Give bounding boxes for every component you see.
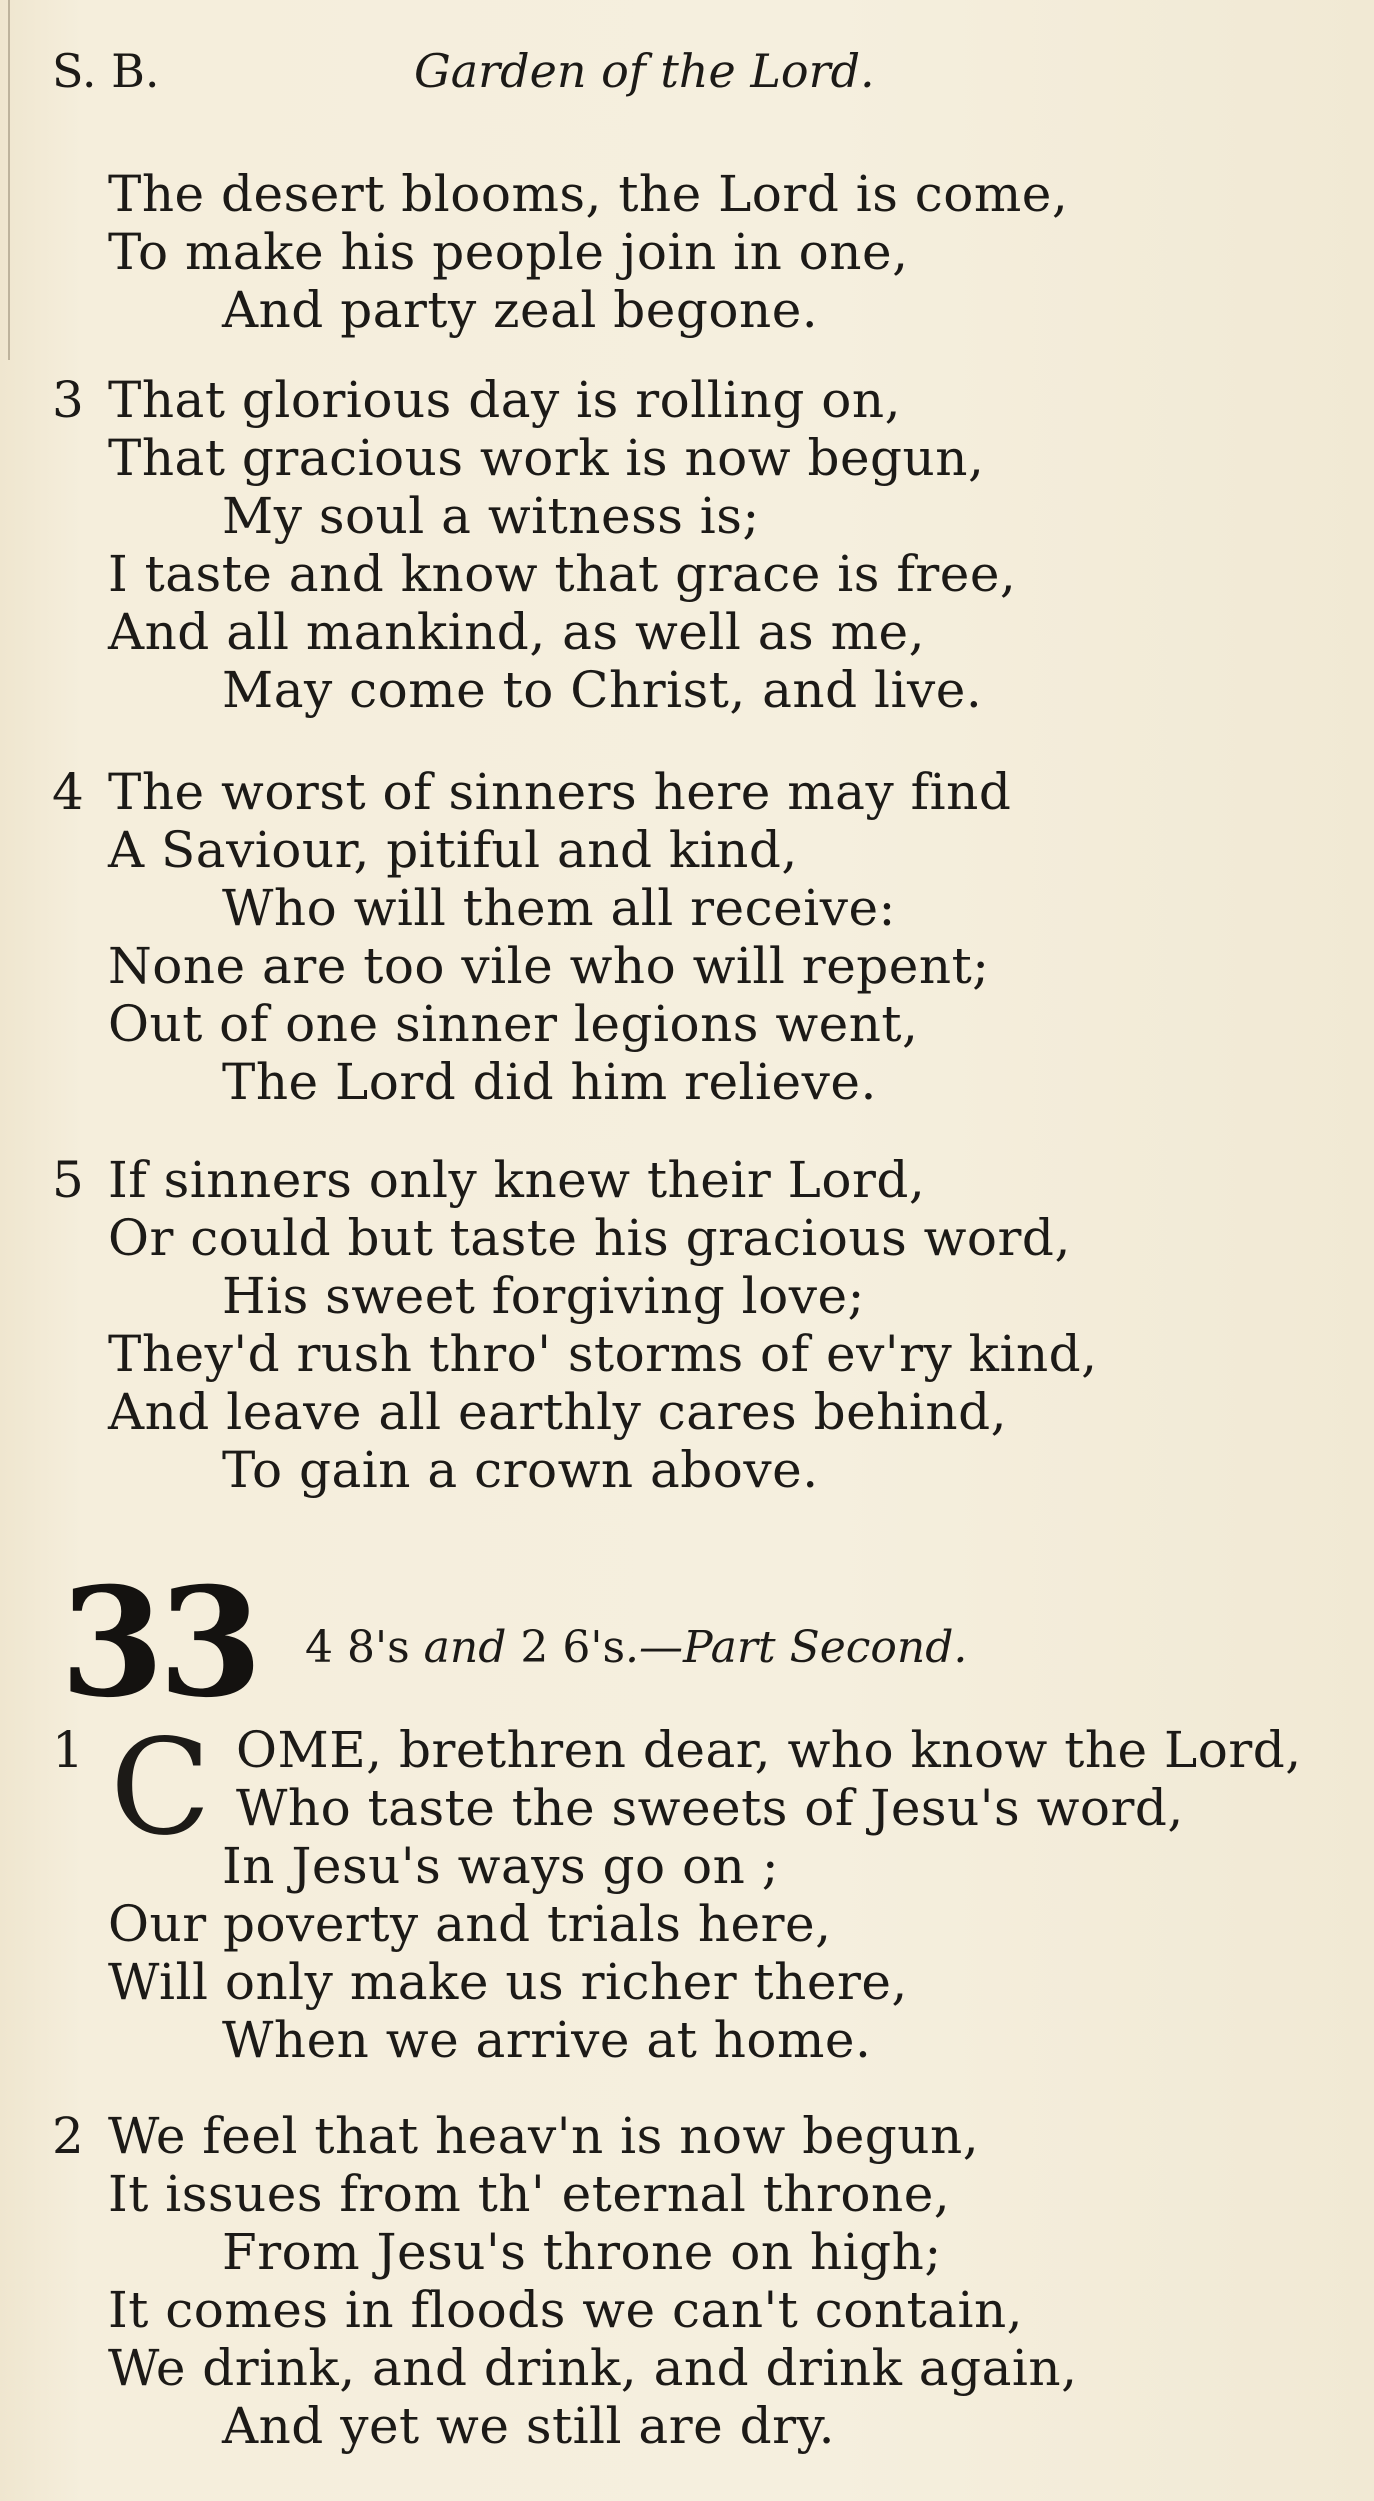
verse-line: That gracious work is now begun, xyxy=(108,429,985,487)
verse-line: When we arrive at home. xyxy=(222,2011,872,2069)
meter-prefix: 4 8's xyxy=(305,1622,410,1673)
meter-suffix: .—Part Second. xyxy=(625,1622,968,1673)
verse-line: And all mankind, as well as me, xyxy=(108,603,925,661)
continuation-line: And party zeal begone. xyxy=(222,281,819,339)
stanza-number: 4 xyxy=(52,763,84,821)
verse-line: A Saviour, pitiful and kind, xyxy=(108,821,798,879)
verse-line: To gain a crown above. xyxy=(222,1441,819,1499)
verse-line: Out of one sinner legions went, xyxy=(108,995,919,1053)
verse-line: Who will them all receive: xyxy=(222,879,896,937)
verse-line: My soul a witness is; xyxy=(222,487,760,545)
verse-line: It issues from th' eternal throne, xyxy=(108,2165,951,2223)
hymn-meter xyxy=(305,1620,967,1676)
verse-line: It comes in floods we can't contain, xyxy=(108,2281,1024,2339)
stanza-number: 1 xyxy=(52,1721,84,1779)
verse-line: That glorious day is rolling on, xyxy=(108,371,901,429)
verse-line: If sinners only knew their Lord, xyxy=(108,1151,926,1209)
page-edge-shadow xyxy=(8,0,10,360)
stanza-number: 2 xyxy=(52,2107,84,2165)
verse-line: In Jesu's ways go on ; xyxy=(222,1837,780,1895)
verse-line: And leave all earthly cares behind, xyxy=(108,1383,1007,1441)
verse-line: None are too vile who will repent; xyxy=(108,937,990,995)
verse-line: Who taste the sweets of Jesu's word, xyxy=(236,1779,1184,1837)
verse-line: We feel that heav'n is now begun, xyxy=(108,2107,980,2165)
verse-line: I taste and know that grace is free, xyxy=(108,545,1017,603)
verse-line: His sweet forgiving love; xyxy=(222,1267,865,1325)
drop-cap: C xyxy=(110,1711,211,1865)
verse-line: OME, brethren dear, who know the Lord, xyxy=(236,1721,1302,1779)
meter-mid: 2 6's xyxy=(520,1622,626,1673)
verse-line: They'd rush thro' storms of ev'ry kind, xyxy=(108,1325,1098,1383)
verse-line: Our poverty and trials here, xyxy=(108,1895,832,1953)
verse-line: Or could but taste his gracious word, xyxy=(108,1209,1071,1267)
continuation-line: To make his people join in one, xyxy=(108,223,909,281)
running-head xyxy=(52,44,1052,114)
verse-line: The worst of sinners here may find xyxy=(108,763,1012,821)
continuation-line: The desert blooms, the Lord is come, xyxy=(108,165,1069,223)
verse-line: And yet we still are dry. xyxy=(222,2397,836,2455)
hymn-number: 33 xyxy=(60,1555,257,1731)
verse-line: The Lord did him relieve. xyxy=(222,1053,877,1111)
book-abbreviation: S. B. xyxy=(52,44,160,98)
meter-and: and xyxy=(409,1622,521,1673)
verse-line: From Jesu's throne on high; xyxy=(222,2223,942,2281)
verse-line: We drink, and drink, and drink again, xyxy=(108,2339,1078,2397)
running-title: Garden of the Lord. xyxy=(414,44,875,98)
stanza-number: 3 xyxy=(52,371,84,429)
verse-line: Will only make us richer there, xyxy=(108,1953,908,2011)
stanza-number: 5 xyxy=(52,1151,84,1209)
verse-line: May come to Christ, and live. xyxy=(222,661,983,719)
